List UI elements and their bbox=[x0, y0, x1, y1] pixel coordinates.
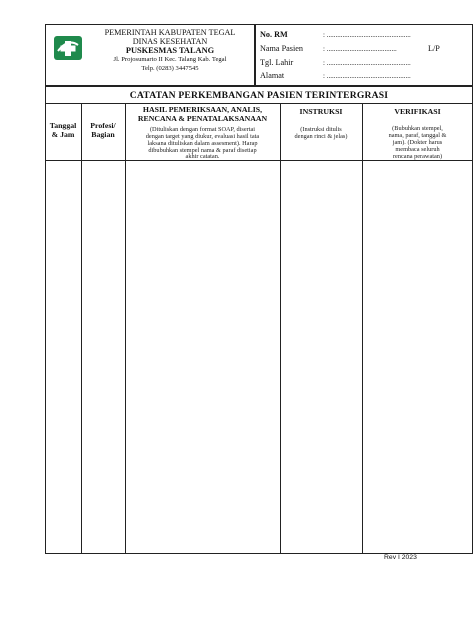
rm-label: No. RM bbox=[260, 30, 288, 39]
exam-note-2: dengan target yang diukur, evaluasi hasil tata bbox=[145, 133, 260, 140]
health-cross-logo-icon bbox=[53, 35, 83, 61]
address-value[interactable]: : ................................................ bbox=[323, 72, 411, 80]
col-exam-line2: RENCANA & PENATALAKSANAAN bbox=[137, 114, 268, 123]
exam-note-1: (Dituliskan dengan format SOAP, disertai bbox=[149, 126, 256, 133]
entry-cell-profession[interactable] bbox=[82, 161, 124, 553]
dob-value[interactable]: : ................................................ bbox=[323, 59, 411, 67]
verification-note-3: jam). (Dokter harus bbox=[392, 139, 443, 146]
form-title: CATATAN PERKEMBANGAN PASIEN TERINTERGRASI bbox=[129, 90, 389, 101]
entry-cell-exam[interactable] bbox=[126, 161, 279, 553]
facility-name: PUSKESMAS TALANG bbox=[125, 46, 215, 55]
verification-note-4: membaca seluruh bbox=[395, 146, 440, 153]
entry-cell-datetime[interactable] bbox=[46, 161, 80, 553]
col-datetime-line1: Tanggal bbox=[49, 121, 77, 130]
col-exam-line1: HASIL PEMERIKSAAN, ANALIS, bbox=[142, 105, 263, 114]
verification-note-1: (Bubuhkan stempel, bbox=[392, 125, 443, 132]
col-datetime-line2: & Jam bbox=[51, 130, 75, 139]
col-verification: VERIFIKASI bbox=[394, 107, 441, 116]
exam-note-4: dibubuhkan stempel nama & paraf disetiap bbox=[148, 147, 257, 154]
facility-address: Jl. Projosumarto II Kec. Talang Kab. Tegal bbox=[113, 56, 227, 63]
department-name: DINAS KESEHATAN bbox=[132, 37, 208, 46]
rm-value[interactable]: : ................................................ bbox=[323, 31, 411, 39]
col-instruction: INSTRUKSI bbox=[299, 107, 343, 116]
instruction-note-1: (Instruksi ditulis bbox=[300, 126, 342, 133]
institution-box bbox=[45, 24, 255, 86]
instruction-note-2: dengan rinci & jelas) bbox=[294, 133, 348, 140]
verification-note-5: rencana perawatan) bbox=[392, 153, 443, 160]
patient-id-box bbox=[255, 24, 473, 86]
exam-note-5: akhir catatan. bbox=[185, 153, 220, 160]
patient-name-label: Nama Pasien bbox=[260, 44, 303, 53]
exam-note-3: laksana dituliskan dalam assesment). Harap bbox=[147, 140, 258, 147]
verification-note-2: nama, paraf, tanggal & bbox=[388, 132, 447, 139]
facility-phone: Telp. (0283) 3447545 bbox=[141, 65, 199, 72]
dob-label: Tgl. Lahir bbox=[260, 58, 294, 67]
col-profession-line2: Bagian bbox=[91, 130, 115, 139]
entry-cell-verification[interactable] bbox=[363, 161, 472, 553]
government-name: PEMERINTAH KABUPATEN TEGAL bbox=[104, 28, 236, 37]
address-label: Alamat bbox=[260, 71, 285, 80]
entry-cell-instruction[interactable] bbox=[281, 161, 361, 553]
patient-name-value[interactable]: : ........................................ bbox=[323, 45, 397, 53]
title-divider bbox=[45, 103, 473, 104]
revision-label: Rev I 2023 bbox=[384, 554, 417, 561]
col-profession-line1: Profesi/ bbox=[90, 121, 116, 130]
gender-option[interactable]: L/P bbox=[428, 44, 440, 53]
form-sheet bbox=[45, 24, 474, 554]
